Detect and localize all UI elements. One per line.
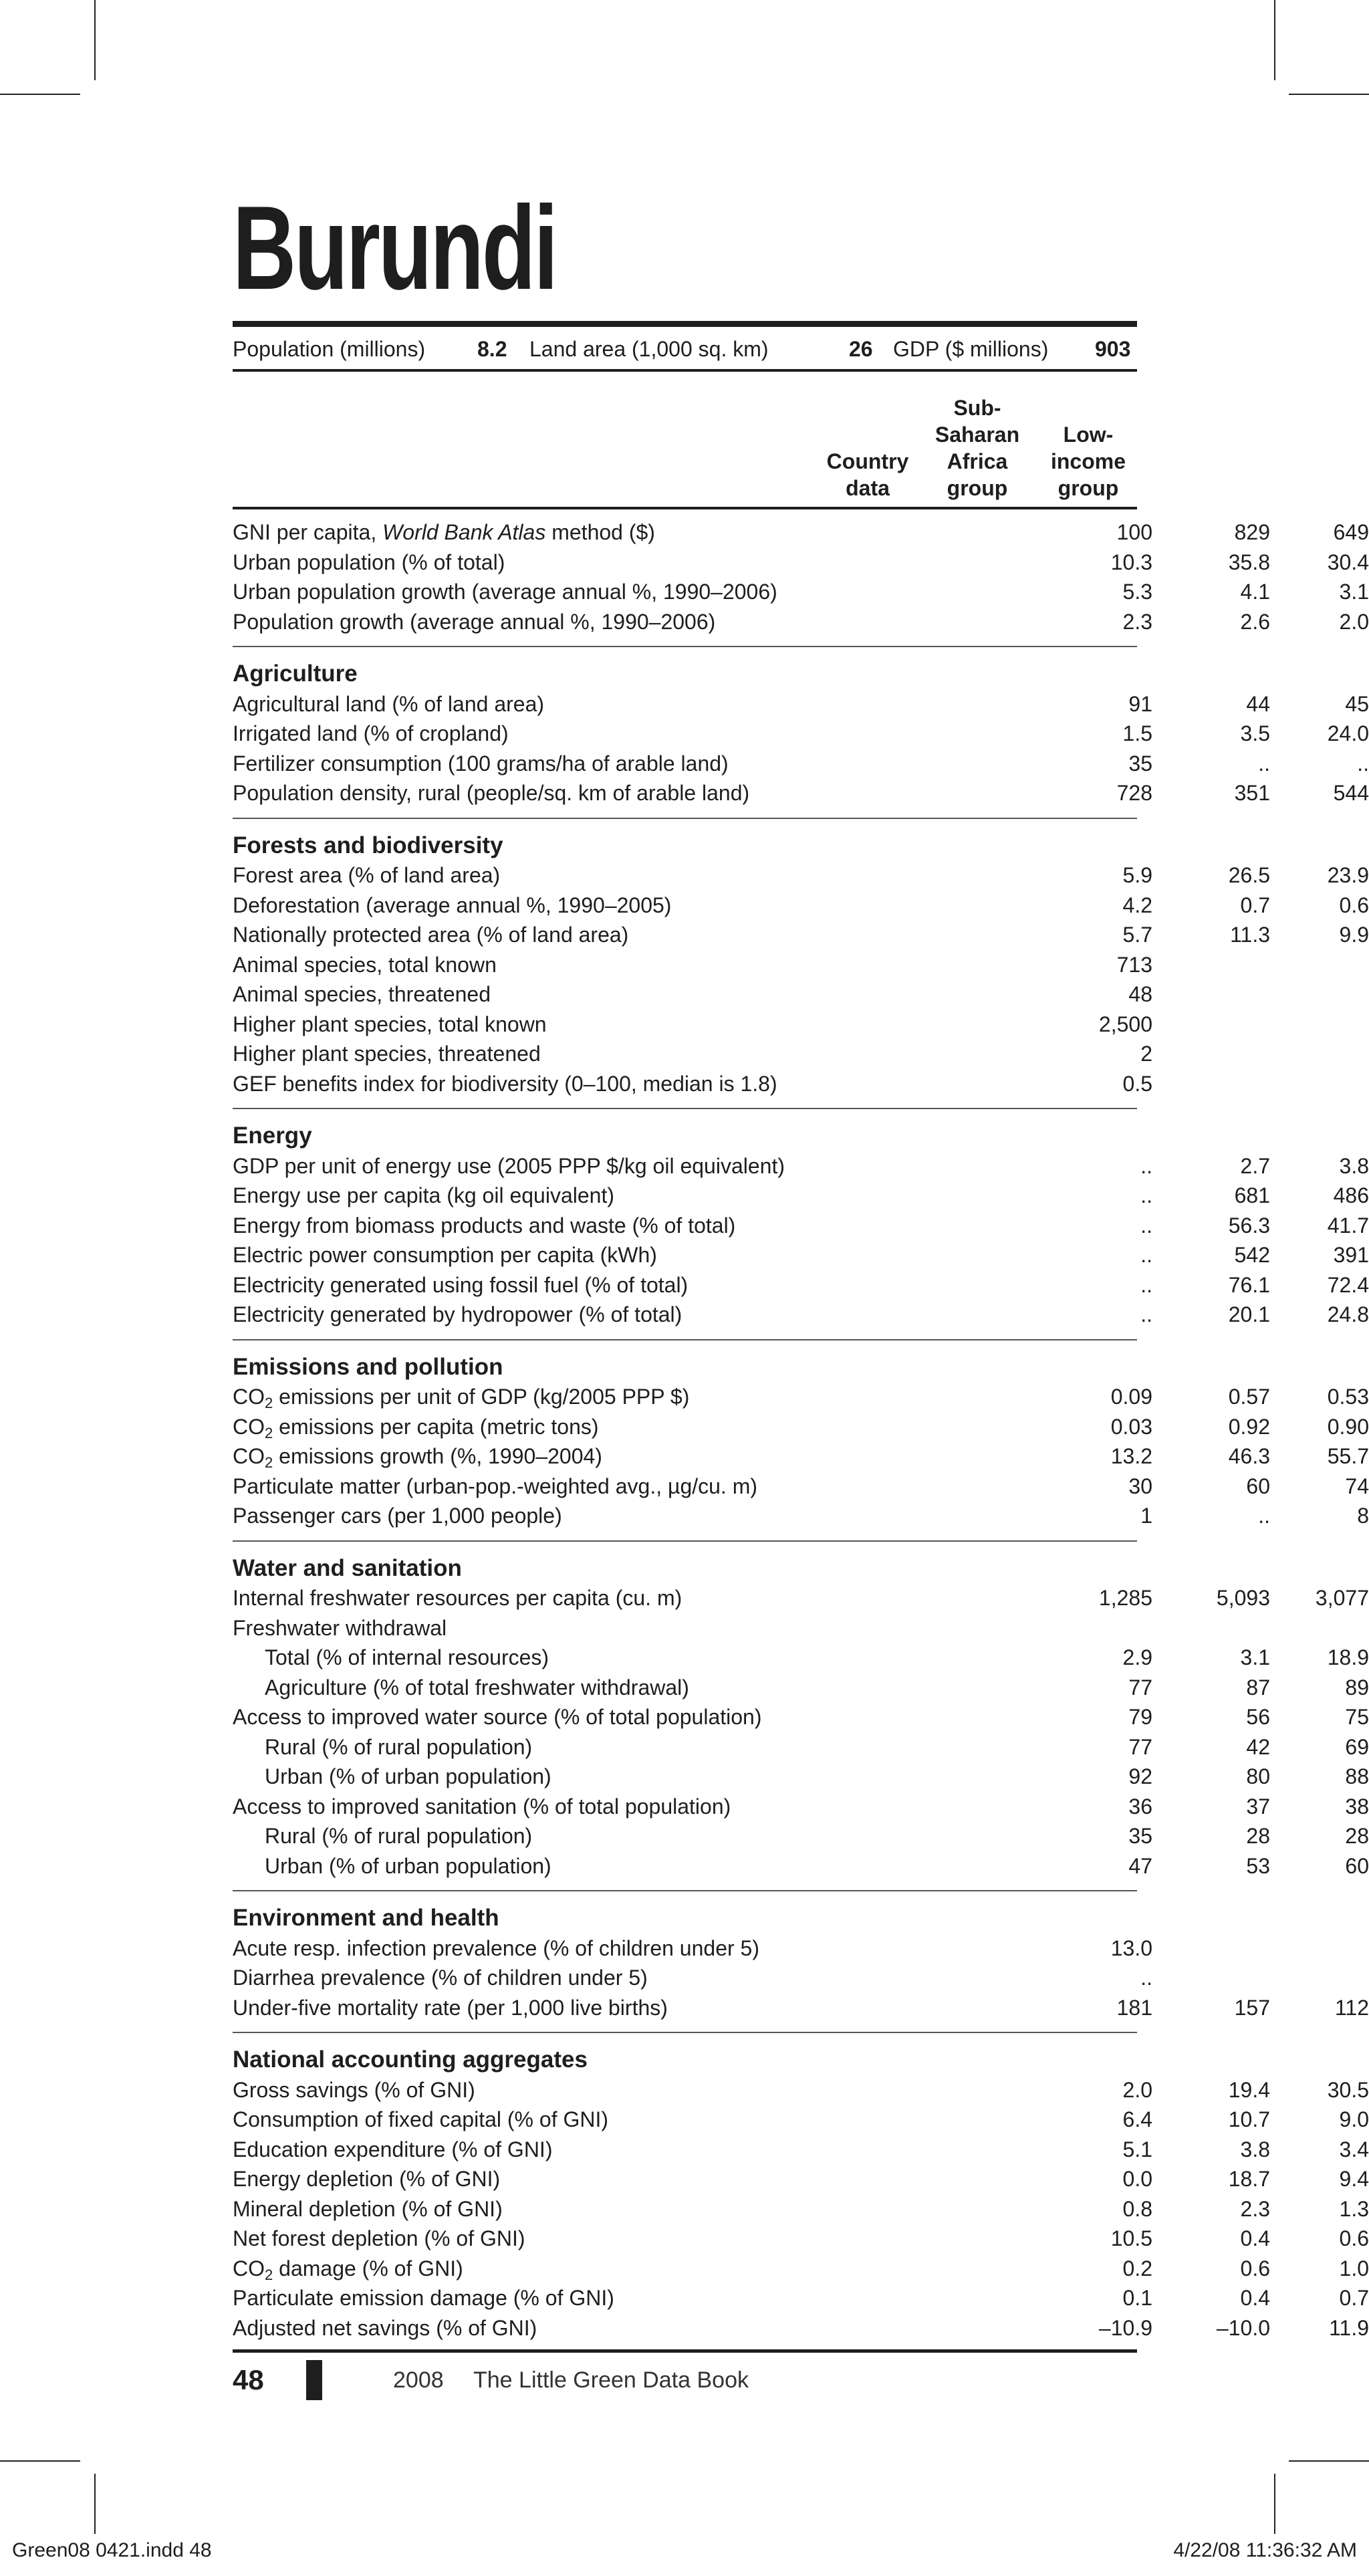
low-income-value: 486 [1333, 1183, 1369, 1207]
table-row [233, 1412, 1369, 1442]
row-label: Internal freshwater resources per capita (cu. m) [233, 1586, 682, 1610]
table-row [233, 1792, 1369, 1822]
country-value: 6.4 [1122, 2107, 1152, 2131]
country-value: 2 [1140, 1042, 1152, 1066]
country-value: 100 [1116, 520, 1152, 544]
table-row [233, 2105, 1369, 2135]
column-header-low-income-text: Low- income group [1050, 423, 1126, 500]
row-label: Fertilizer consumption (100 grams/ha of arable land) [233, 751, 729, 776]
ssa-value: 46.3 [1228, 1444, 1270, 1468]
row-label: Energy from biomass products and waste (% of total) [233, 1213, 736, 1238]
country-value: 35 [1128, 751, 1152, 776]
column-header-country [814, 391, 921, 501]
low-income-value: 30.5 [1327, 2077, 1369, 2102]
low-income-value: 11.9 [1329, 2315, 1369, 2340]
ssa-value: 3.5 [1240, 721, 1270, 745]
ssa-value: 42 [1246, 1734, 1270, 1759]
ssa-value: 0.4 [1240, 2286, 1270, 2310]
low-income-value: 69 [1345, 1734, 1369, 1759]
crop-mark [1289, 94, 1369, 95]
low-income-value: 89 [1345, 1675, 1369, 1700]
section-divider [233, 1108, 1137, 1109]
row-label: Particulate emission damage (% of GNI) [233, 2286, 614, 2310]
row-label: $CO_2$ emissions per capita (metric tons) [233, 1414, 599, 1441]
row-label: Energy use per capita (kg oil equivalent) [233, 1183, 614, 1207]
low-income-value: 2.0 [1339, 609, 1369, 634]
row-label: $CO_2$ emissions growth (%, 1990–2004) [233, 1444, 602, 1471]
table-row [233, 778, 1369, 808]
table-row [233, 1151, 1369, 1181]
country-value: 0.0 [1122, 2167, 1152, 2191]
table-row [233, 920, 1369, 950]
file-slug: Green08 0421.indd 48 [12, 2539, 212, 2561]
table-row [233, 2283, 1369, 2313]
low-income-value: 1.0 [1339, 2256, 1369, 2280]
row-label: Urban (% of urban population) [265, 1853, 551, 1878]
country-value: .. [1140, 1213, 1152, 1238]
row-label: Under-five mortality rate (per 1,000 live births) [233, 1995, 668, 2020]
section-heading: Environment and health [233, 1905, 499, 1931]
footer-bar [306, 2360, 322, 2400]
table-row [233, 1382, 1369, 1412]
land-area-label: Land area (1,000 sq. km) [529, 337, 769, 361]
table-row [233, 1821, 1369, 1851]
country-value: 181 [1116, 1995, 1152, 2020]
country-value: 79 [1128, 1705, 1152, 1729]
row-label: Irrigated land (% of cropland) [233, 721, 509, 745]
ssa-value: 2.3 [1240, 2196, 1270, 2221]
table-row [233, 979, 1152, 1010]
section-divider [233, 2032, 1137, 2033]
land-area-value: 26 [849, 337, 873, 361]
crop-mark [0, 2460, 80, 2462]
column-header-ssa-text: Sub- Saharan Africa group [935, 396, 1020, 500]
column-header-country-text: Country data [826, 449, 909, 500]
country-value: 77 [1128, 1675, 1152, 1700]
table-row [233, 1851, 1369, 1881]
country-value: 0.2 [1122, 2256, 1152, 2280]
country-value: 10.5 [1110, 2226, 1152, 2250]
ssa-value: 0.6 [1240, 2256, 1270, 2280]
section-divider [233, 1540, 1137, 1542]
row-label: GNI per capita, World Bank Atlas method ($) [233, 520, 655, 544]
ssa-value: 56 [1246, 1705, 1270, 1729]
low-income-value: 9.0 [1339, 2107, 1369, 2131]
table-row [233, 577, 1369, 607]
low-income-value: 0.6 [1339, 2226, 1369, 2250]
row-label: Adjusted net savings (% of GNI) [233, 2315, 537, 2340]
low-income-value: 3.8 [1339, 1153, 1369, 1178]
indicator-table [233, 517, 1369, 2353]
low-income-value: .. [1357, 751, 1369, 776]
bottom-rule [233, 2349, 1137, 2353]
low-income-value: 30.4 [1327, 550, 1369, 574]
low-income-value: 24.8 [1327, 1302, 1369, 1326]
ssa-value: 351 [1234, 781, 1270, 805]
section-heading: Agriculture [233, 661, 358, 687]
country-value: .. [1140, 1302, 1152, 1326]
country-value: 2.9 [1122, 1645, 1152, 1669]
header-rule [233, 507, 1137, 509]
table-row [233, 689, 1369, 719]
ssa-value: 0.92 [1228, 1414, 1270, 1439]
country-value: 5.1 [1122, 2137, 1152, 2161]
ssa-value: 53 [1246, 1853, 1270, 1878]
ssa-value: 3.1 [1240, 1645, 1270, 1669]
gdp-label: GDP ($ millions) [893, 337, 1049, 361]
country-value: 0.03 [1110, 1414, 1152, 1439]
country-value: 0.09 [1110, 1385, 1152, 1409]
country-value: 0.5 [1122, 1071, 1152, 1096]
page-title: Burundi [233, 181, 557, 314]
country-value: 1,285 [1098, 1586, 1152, 1610]
country-value: 2,500 [1098, 1012, 1152, 1036]
ssa-value: 19.4 [1228, 2077, 1270, 2102]
country-value: .. [1140, 1272, 1152, 1297]
country-value: .. [1140, 1183, 1152, 1207]
table-row [233, 1441, 1369, 1472]
low-income-value: 0.7 [1339, 2286, 1369, 2310]
ssa-value: 2.6 [1240, 609, 1270, 634]
table-row [233, 1963, 1152, 1993]
country-value: 36 [1128, 1794, 1152, 1819]
country-value: 0.1 [1122, 2286, 1152, 2310]
low-income-value: 55.7 [1327, 1444, 1369, 1468]
row-label: Particulate matter (urban-pop.-weighted avg., µg/cu. m) [233, 1474, 758, 1498]
table-row [233, 1732, 1369, 1762]
country-value: 35 [1128, 1824, 1152, 1848]
section-heading: Water and sanitation [233, 1554, 462, 1581]
row-label: $CO_2$ emissions per unit of GDP (kg/2005 PPP $) [233, 1385, 690, 1411]
table-row [233, 2194, 1369, 2224]
row-label: Population growth (average annual %, 1990–2006) [233, 609, 716, 634]
table-row [233, 2075, 1369, 2105]
table-row [233, 1300, 1369, 1330]
crop-mark [94, 2474, 96, 2534]
table-row [233, 1673, 1369, 1703]
low-income-value: 1.3 [1339, 2196, 1369, 2221]
table-row [233, 719, 1369, 749]
low-income-value: 649 [1333, 520, 1369, 544]
table-row [233, 860, 1369, 891]
table-row [233, 517, 1369, 548]
ssa-value: 18.7 [1228, 2167, 1270, 2191]
ssa-value: 681 [1234, 1183, 1270, 1207]
row-label: Animal species, total known [233, 952, 497, 977]
low-income-value: 3.1 [1339, 580, 1369, 604]
country-value: 13.0 [1110, 1936, 1152, 1960]
country-value: 47 [1128, 1853, 1152, 1878]
ssa-value: 35.8 [1228, 550, 1270, 574]
crop-mark [1274, 0, 1275, 80]
table-row [233, 1472, 1369, 1502]
section-heading: Energy [233, 1123, 312, 1149]
row-label: GDP per unit of energy use (2005 PPP $/kg oil equivalent) [233, 1153, 785, 1178]
top-rule [233, 321, 1137, 327]
row-label: Freshwater withdrawal [233, 1615, 447, 1640]
row-label: Education expenditure (% of GNI) [233, 2137, 553, 2161]
table-row [233, 1583, 1369, 1613]
row-label: Urban population (% of total) [233, 550, 505, 574]
row-label: Rural (% of rural population) [265, 1734, 533, 1759]
low-income-value: 88 [1345, 1764, 1369, 1788]
row-label: Total (% of internal resources) [265, 1645, 549, 1669]
ssa-value: 0.57 [1228, 1385, 1270, 1409]
population-label: Population (millions) [233, 337, 426, 361]
crop-mark [0, 94, 80, 95]
table-row [233, 1069, 1152, 1099]
row-label: Agriculture (% of total freshwater withdrawal) [265, 1675, 689, 1700]
row-label: Deforestation (average annual %, 1990–2005) [233, 893, 672, 917]
table-row [233, 1993, 1369, 2023]
low-income-value: 23.9 [1327, 863, 1369, 887]
ssa-value: 829 [1234, 520, 1270, 544]
table-row [233, 2135, 1369, 2165]
row-label: Access to improved water source (% of total population) [233, 1705, 762, 1729]
population-value: 8.2 [477, 337, 507, 361]
ssa-value: .. [1258, 1504, 1270, 1528]
country-value: 77 [1128, 1734, 1152, 1759]
timestamp-slug: 4/22/08 11:36:32 AM [1173, 2539, 1357, 2561]
table-row [233, 1643, 1369, 1673]
table-row [233, 1181, 1369, 1211]
country-value: 13.2 [1110, 1444, 1152, 1468]
ssa-value: 0.4 [1240, 2226, 1270, 2250]
ssa-value: .. [1258, 751, 1270, 776]
row-label: Passenger cars (per 1,000 people) [233, 1504, 562, 1528]
table-row [233, 749, 1369, 779]
low-income-value: 0.6 [1339, 893, 1369, 917]
low-income-value: 45 [1345, 691, 1369, 716]
footer-year: 2008 [393, 2367, 444, 2393]
ssa-value: 10.7 [1228, 2107, 1270, 2131]
table-row [233, 1010, 1152, 1040]
ssa-value: 76.1 [1228, 1272, 1270, 1297]
table-row [233, 1039, 1152, 1069]
section-divider [233, 1890, 1137, 1891]
low-income-value: 0.53 [1327, 1385, 1369, 1409]
country-value: 10.3 [1110, 550, 1152, 574]
row-label: Urban population growth (average annual %, 1990–2006) [233, 580, 777, 604]
table-row [233, 1211, 1369, 1241]
country-value: 4.2 [1122, 893, 1152, 917]
section-divider [233, 646, 1137, 647]
country-value: 728 [1116, 781, 1152, 805]
ssa-value: 60 [1246, 1474, 1270, 1498]
table-row [233, 548, 1369, 578]
low-income-value: 9.9 [1339, 923, 1369, 947]
section-heading: National accounting aggregates [233, 2046, 588, 2073]
section-divider [233, 818, 1137, 819]
low-income-value: 391 [1333, 1243, 1369, 1267]
section-heading: Forests and biodiversity [233, 832, 503, 858]
low-income-value: 28 [1345, 1824, 1369, 1848]
row-label: Mineral depletion (% of GNI) [233, 2196, 503, 2221]
crop-mark [94, 0, 96, 80]
ssa-value: 2.7 [1240, 1153, 1270, 1178]
country-value: 2.0 [1122, 2077, 1152, 2102]
row-label: Acute resp. infection prevalence (% of children under 5) [233, 1936, 759, 1960]
country-value: 1.5 [1122, 721, 1152, 745]
low-income-value: 72.4 [1327, 1272, 1369, 1297]
ssa-value: 157 [1234, 1995, 1270, 2020]
country-value: 30 [1128, 1474, 1152, 1498]
footer-book-title: The Little Green Data Book [473, 2367, 749, 2393]
row-label: Energy depletion (% of GNI) [233, 2167, 501, 2191]
table-row [233, 2164, 1369, 2194]
page-number: 48 [233, 2364, 264, 2395]
country-value: 0.8 [1122, 2196, 1152, 2221]
ssa-value: 80 [1246, 1764, 1270, 1788]
row-label: Forest area (% of land area) [233, 863, 501, 887]
ssa-value: 542 [1234, 1243, 1270, 1267]
country-value: 1 [1140, 1504, 1152, 1528]
country-value: 2.3 [1122, 609, 1152, 634]
table-row [233, 2313, 1369, 2343]
low-income-value: 9.4 [1339, 2167, 1369, 2191]
low-income-value: 8 [1357, 1504, 1369, 1528]
table-row [233, 2224, 1369, 2254]
ssa-value: 4.1 [1240, 580, 1270, 604]
ssa-value: 87 [1246, 1675, 1270, 1700]
low-income-value: 60 [1345, 1853, 1369, 1878]
column-header-ssa [922, 391, 1032, 501]
row-label: Diarrhea prevalence (% of children under 5) [233, 1966, 648, 1990]
table-row [233, 1762, 1369, 1792]
table-row [233, 1613, 1137, 1643]
table-row [233, 1240, 1369, 1270]
country-value: .. [1140, 1966, 1152, 1990]
row-label: Higher plant species, threatened [233, 1042, 541, 1066]
ssa-value: 5,093 [1216, 1586, 1270, 1610]
row-label: Electricity generated by hydropower (% of total) [233, 1302, 682, 1326]
row-label: Gross savings (% of GNI) [233, 2077, 475, 2102]
low-income-value: 3,077 [1315, 1586, 1369, 1610]
low-income-value: 3.4 [1339, 2137, 1369, 2161]
table-row [233, 1934, 1152, 1964]
country-value: 5.7 [1122, 923, 1152, 947]
country-value: 5.3 [1122, 580, 1152, 604]
row-label: Access to improved sanitation (% of total population) [233, 1794, 731, 1819]
table-row [233, 1702, 1369, 1732]
row-label: Electric power consumption per capita (kWh) [233, 1243, 657, 1267]
country-value: –10.9 [1098, 2315, 1152, 2340]
low-income-value: 112 [1334, 1995, 1369, 2020]
gdp-value: 903 [1095, 337, 1131, 361]
low-income-value: 38 [1345, 1794, 1369, 1819]
table-row [233, 1501, 1369, 1531]
country-value: 5.9 [1122, 863, 1152, 887]
row-label: Consumption of fixed capital (% of GNI) [233, 2107, 609, 2131]
table-row [233, 2254, 1369, 2284]
row-label: Urban (% of urban population) [265, 1764, 551, 1788]
table-row [233, 891, 1369, 921]
low-income-value: 74 [1345, 1474, 1369, 1498]
ssa-value: 3.8 [1240, 2137, 1270, 2161]
low-income-value: 24.0 [1327, 721, 1369, 745]
column-header-low-income [1035, 391, 1142, 501]
low-income-value: 41.7 [1327, 1213, 1369, 1238]
row-label: GEF benefits index for biodiversity (0–100, median is 1.8) [233, 1071, 777, 1096]
ssa-value: 56.3 [1228, 1213, 1270, 1238]
crop-mark [1289, 2460, 1369, 2462]
ssa-value: 37 [1246, 1794, 1270, 1819]
row-label: Nationally protected area (% of land area) [233, 923, 629, 947]
summary-rule [233, 369, 1137, 372]
section-divider [233, 1339, 1137, 1340]
ssa-value: 26.5 [1228, 863, 1270, 887]
ssa-value: –10.0 [1216, 2315, 1270, 2340]
table-row [233, 950, 1152, 980]
low-income-value: 75 [1345, 1705, 1369, 1729]
country-value: 91 [1128, 691, 1152, 716]
row-label: Rural (% of rural population) [265, 1824, 533, 1848]
ssa-value: 0.7 [1240, 893, 1270, 917]
row-label: Population density, rural (people/sq. km of arable land) [233, 781, 750, 805]
low-income-value: 18.9 [1327, 1645, 1369, 1669]
low-income-value: 0.90 [1327, 1414, 1369, 1439]
country-value: 713 [1116, 952, 1152, 977]
row-label: Net forest depletion (% of GNI) [233, 2226, 525, 2250]
country-value: .. [1140, 1243, 1152, 1267]
row-label: Agricultural land (% of land area) [233, 691, 545, 716]
ssa-value: 44 [1246, 691, 1270, 716]
country-value: 48 [1128, 982, 1152, 1006]
crop-mark [1274, 2474, 1275, 2534]
table-row [233, 1270, 1369, 1300]
row-label: Higher plant species, total known [233, 1012, 547, 1036]
low-income-value: 544 [1333, 781, 1369, 805]
country-value: .. [1140, 1153, 1152, 1178]
row-label: Animal species, threatened [233, 982, 491, 1006]
section-heading: Emissions and pollution [233, 1353, 503, 1380]
ssa-value: 20.1 [1228, 1302, 1270, 1326]
table-row [233, 607, 1369, 637]
row-label: Electricity generated using fossil fuel (% of total) [233, 1272, 689, 1297]
page-footer [233, 2360, 901, 2400]
summary-line [233, 334, 1137, 364]
ssa-value: 11.3 [1230, 923, 1270, 947]
country-value: 92 [1128, 1764, 1152, 1788]
ssa-value: 28 [1246, 1824, 1270, 1848]
row-label: $CO_2$ damage (% of GNI) [233, 2256, 463, 2283]
